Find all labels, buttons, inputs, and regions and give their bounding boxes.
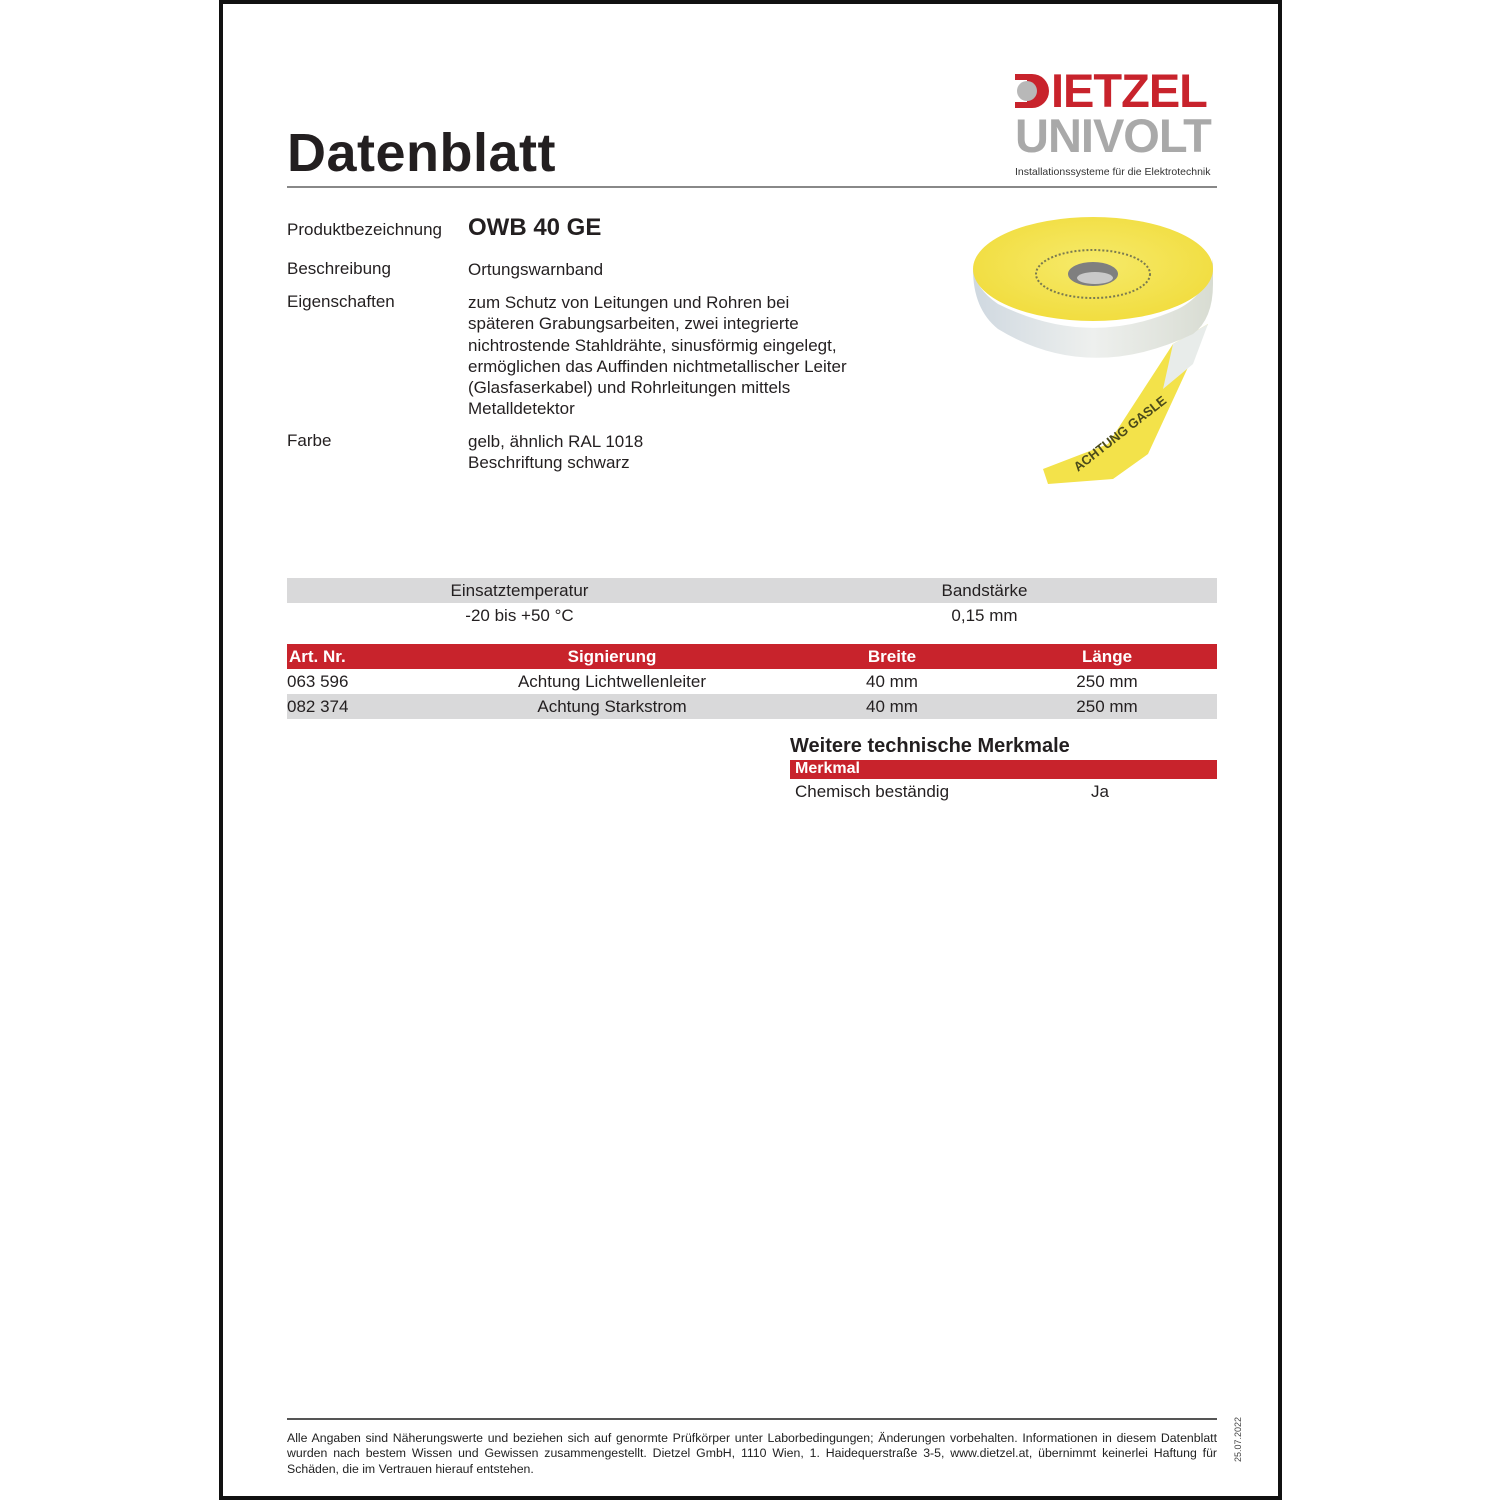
- laenge: 250 mm: [1076, 697, 1138, 716]
- footer-divider: [287, 1418, 1217, 1420]
- breite: 40 mm: [866, 672, 918, 691]
- col-header-art-nr: Art. Nr.: [289, 647, 346, 666]
- feature-value: Ja: [1091, 782, 1109, 801]
- footer-disclaimer: Alle Angaben sind Näherungswerte und beziehen sich auf genormte Prüfkörper unter Laborbedingungen; Änderungen vorbehalten. Informationen in diesem Datenblatt wurden nach bestem Wissen und Gewissen zusammengestellt. Dietzel GmbH, 1110 Wien, 1. Haidequerstraße 3-5, www.dietzel.at, übernimmt keinerlei Haftung für Schäden, die im Vertrauen hierauf entstehen.: [287, 1431, 1217, 1476]
- product-image: [968, 214, 1218, 489]
- logo-d-icon: [1015, 74, 1049, 108]
- logo-univolt: UNIVOLT: [1015, 109, 1211, 162]
- properties-value: [468, 292, 847, 420]
- properties-line: nichtrostende Stahldrähte, sinusförmig eingelegt,: [468, 335, 837, 355]
- features-title: Weitere technische Merkmale: [790, 735, 1070, 757]
- laenge: 250 mm: [1076, 672, 1138, 691]
- color-label: Farbe: [287, 431, 332, 450]
- table-row: [287, 694, 1217, 719]
- signierung: Achtung Starkstrom: [537, 697, 687, 716]
- col-header-merkmal: Merkmal: [795, 760, 860, 777]
- spec-table-row: [287, 606, 1217, 631]
- logo-tagline: Installationssysteme für die Elektrotechnik: [1015, 166, 1211, 178]
- description-label: Beschreibung: [287, 259, 391, 278]
- properties-line: späteren Grabungsarbeiten, zwei integrierte: [468, 314, 799, 334]
- article-table-header: [287, 644, 1217, 669]
- svg-text:ACHTUNG GASLE: ACHTUNG GASLE: [1070, 392, 1170, 475]
- description-value: Ortungswarnband: [468, 260, 604, 279]
- properties-line: ermöglichen das Auffinden nichtmetallischer Leiter: [468, 356, 847, 376]
- header-divider: [287, 186, 1217, 188]
- properties-label: Eigenschaften: [287, 292, 395, 311]
- properties-line: zum Schutz von Leitungen und Rohren bei: [468, 293, 790, 312]
- properties-line: Metalldetektor: [468, 399, 575, 419]
- col-header-breite: Breite: [867, 647, 917, 666]
- art-nr: 082 374: [287, 697, 349, 716]
- spec-table-header: [287, 578, 1217, 603]
- breite: 40 mm: [866, 697, 918, 716]
- color-line: Beschriftung schwarz: [468, 453, 630, 473]
- spec-value-temperature: -20 bis +50 °C: [465, 606, 574, 625]
- spec-value-thickness: 0,15 mm: [951, 606, 1018, 625]
- table-row: [287, 669, 1217, 694]
- document-date: 25.07.2022: [1233, 1416, 1243, 1462]
- logo-dietzel-text: IETZEL: [1051, 64, 1207, 117]
- page-title: Datenblatt: [287, 123, 557, 183]
- spec-header-thickness: Bandstärke: [941, 581, 1028, 600]
- logo-dietzel: [1015, 64, 1220, 117]
- color-value: [468, 431, 643, 474]
- feature-name: Chemisch beständig: [795, 782, 950, 801]
- product-name-label: Produktbezeichnung: [287, 220, 443, 239]
- product-name: OWB 40 GE: [468, 214, 602, 241]
- signierung: Achtung Lichtwellenleiter: [517, 672, 707, 691]
- features-table-header: [790, 760, 1217, 779]
- color-line: gelb, ähnlich RAL 1018: [468, 432, 644, 451]
- company-logo: [1015, 64, 1220, 178]
- col-header-signierung: Signierung: [567, 647, 657, 666]
- properties-line: (Glasfaserkabel) und Rohrleitungen mittels: [468, 378, 791, 398]
- art-nr: 063 596: [287, 672, 349, 691]
- datasheet-page: [219, 0, 1282, 1500]
- col-header-laenge: Länge: [1081, 647, 1133, 666]
- spec-header-temperature: Einsatztemperatur: [450, 581, 589, 600]
